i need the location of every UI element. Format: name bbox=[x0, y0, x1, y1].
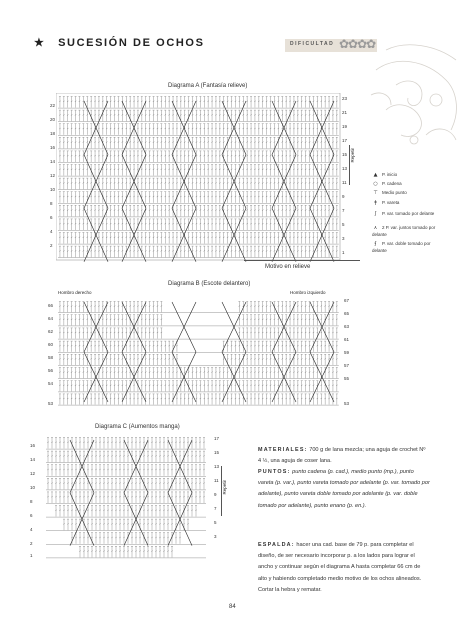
repeat-bracket bbox=[349, 145, 353, 185]
materials-paragraph bbox=[258, 445, 430, 467]
two-treble-together-icon: ⋏ bbox=[373, 225, 378, 231]
row-number: 66 bbox=[48, 303, 54, 308]
row-number: 4 bbox=[30, 527, 33, 532]
row-number: 4 bbox=[50, 229, 53, 234]
row-number: 13 bbox=[342, 166, 348, 171]
page-number: 84 bbox=[229, 604, 236, 610]
row-number: 63 bbox=[344, 324, 350, 329]
legend-item: ⊤ Medio punto bbox=[373, 190, 407, 196]
stitches-paragraph bbox=[258, 467, 430, 512]
stitches-heading: PUNTOS: bbox=[258, 469, 291, 475]
row-number: 9 bbox=[342, 194, 345, 199]
row-number: 19 bbox=[342, 124, 348, 129]
row-number: 1 bbox=[342, 250, 345, 255]
row-number: 54 bbox=[48, 381, 54, 386]
materials-body: 700 g de lana mezcla; una aguja de crochet Nº 4 ½, una aguja de coser lana. bbox=[258, 447, 426, 465]
double-front-post-stitch-icon: ʄ bbox=[374, 241, 377, 247]
row-number: 20 bbox=[50, 117, 56, 122]
row-number: 3 bbox=[214, 534, 217, 539]
row-number: 11 bbox=[214, 478, 219, 483]
row-number: 55 bbox=[344, 376, 350, 381]
row-number: 16 bbox=[50, 145, 56, 150]
row-number: 10 bbox=[30, 485, 36, 490]
diagram-a-caption: Diagrama A (Fantasía relieve) bbox=[168, 83, 248, 89]
row-number: 7 bbox=[214, 506, 217, 511]
diagram-c-repeat-label: Repetir bbox=[222, 480, 227, 495]
repeat-bracket bbox=[221, 466, 225, 516]
star-icon: ★ bbox=[34, 37, 46, 49]
legend-item: ▲ P. inicio bbox=[373, 172, 398, 178]
chain-stitch-icon: ○ bbox=[373, 181, 378, 187]
row-number: 1 bbox=[30, 553, 33, 558]
row-number: 53 bbox=[48, 401, 54, 406]
half-stitch-icon: ⊤ bbox=[373, 190, 378, 196]
row-number: 18 bbox=[50, 131, 56, 136]
row-number: 12 bbox=[30, 471, 36, 476]
difficulty-label: DIFICULTAD bbox=[290, 41, 335, 47]
row-number: 11 bbox=[342, 180, 347, 185]
materials-heading: MATERIALES: bbox=[258, 447, 308, 453]
row-number: 8 bbox=[30, 499, 33, 504]
row-number: 2 bbox=[50, 243, 53, 248]
row-number: 60 bbox=[48, 342, 54, 347]
row-number: 15 bbox=[342, 152, 348, 157]
diagram-a-motif-label: Motivo en relieve bbox=[265, 264, 311, 270]
row-number: 6 bbox=[50, 215, 53, 220]
start-stitch-icon: ▲ bbox=[373, 172, 378, 178]
page-title bbox=[34, 36, 205, 49]
row-number: 17 bbox=[214, 436, 220, 441]
row-number: 14 bbox=[30, 457, 36, 462]
legend-item: ○ P. cadena bbox=[373, 181, 402, 187]
decorative-swirl-illustration bbox=[366, 40, 466, 160]
row-number: 57 bbox=[344, 363, 350, 368]
legend-item: ⋏ 2 P. var. juntos tomado por delante bbox=[372, 225, 436, 237]
row-number: 12 bbox=[50, 173, 56, 178]
row-number: 58 bbox=[48, 355, 54, 360]
row-number: 9 bbox=[214, 492, 217, 497]
row-number: 22 bbox=[50, 103, 56, 108]
back-heading: ESPALDA: bbox=[258, 542, 295, 548]
treble-stitch-icon: ǂ bbox=[374, 200, 377, 206]
row-number: 5 bbox=[342, 222, 345, 227]
row-number: 10 bbox=[50, 187, 56, 192]
diagram-b-caption: Diagrama B (Escote delantero) bbox=[168, 281, 251, 287]
diagram-a-chart bbox=[56, 93, 346, 263]
difficulty-flowers: ✿✿✿✿ bbox=[339, 37, 376, 51]
row-number: 61 bbox=[344, 337, 350, 342]
front-post-stitch-icon: ʃ bbox=[374, 211, 377, 217]
row-number: 6 bbox=[30, 513, 33, 518]
row-number: 16 bbox=[30, 443, 36, 448]
legend-item: ʃ P. var. tomado por delante bbox=[372, 211, 442, 218]
legend-item: ʄ P. var. doble tomado por delante bbox=[372, 241, 431, 253]
row-number: 13 bbox=[214, 464, 220, 469]
row-number: 8 bbox=[50, 201, 53, 206]
page-title-text: SUCESIÓN DE OCHOS bbox=[58, 37, 205, 49]
row-number: 21 bbox=[342, 110, 348, 115]
diagram-c-caption: Diagrama C (Aumentos manga) bbox=[95, 424, 180, 430]
row-number: 5 bbox=[214, 520, 217, 525]
diagram-b-chart bbox=[56, 298, 346, 410]
row-number: 14 bbox=[50, 159, 56, 164]
row-number: 2 bbox=[30, 541, 33, 546]
stitches-body: punto cadena (p. cad.), medio punto (mp.), punto vareta (p. var.), punto vareta tomado por adelante (p. var. tomado por adelante), punto vareta doble tomado por adelante (p. var. doble tomado por adelante), punto enano (p. en.). bbox=[258, 469, 430, 509]
row-number: 59 bbox=[344, 350, 350, 355]
legend-item: ǂ P. vareta bbox=[372, 200, 399, 207]
row-number: 15 bbox=[214, 450, 220, 455]
back-body: hacer una cad. base de 79 p. para completar el diseño, de ser necesario incorporar p. a los lados para lograr el ancho y continuar según el diagrama A hasta completar 66 cm de alto y habiendo completado medio motivo de los ochos alineados. Cortar la hebra y rematar. bbox=[258, 542, 422, 593]
row-number: 3 bbox=[342, 236, 345, 241]
row-number: 23 bbox=[342, 96, 348, 101]
row-number: 62 bbox=[48, 329, 54, 334]
row-number: 56 bbox=[48, 368, 54, 373]
diagram-c-chart bbox=[40, 434, 212, 564]
diagram-a-repeat-label: Repetir bbox=[350, 148, 355, 163]
row-number: 53 bbox=[344, 401, 350, 406]
diagram-b-left-label: Hombro derecho bbox=[58, 290, 92, 295]
row-number: 67 bbox=[344, 298, 350, 303]
diagram-b-right-label: Hombro izquierdo bbox=[290, 290, 326, 295]
row-number: 17 bbox=[342, 138, 348, 143]
row-number: 7 bbox=[342, 208, 345, 213]
row-number: 65 bbox=[344, 311, 350, 316]
back-paragraph bbox=[258, 540, 430, 596]
row-number: 64 bbox=[48, 316, 54, 321]
